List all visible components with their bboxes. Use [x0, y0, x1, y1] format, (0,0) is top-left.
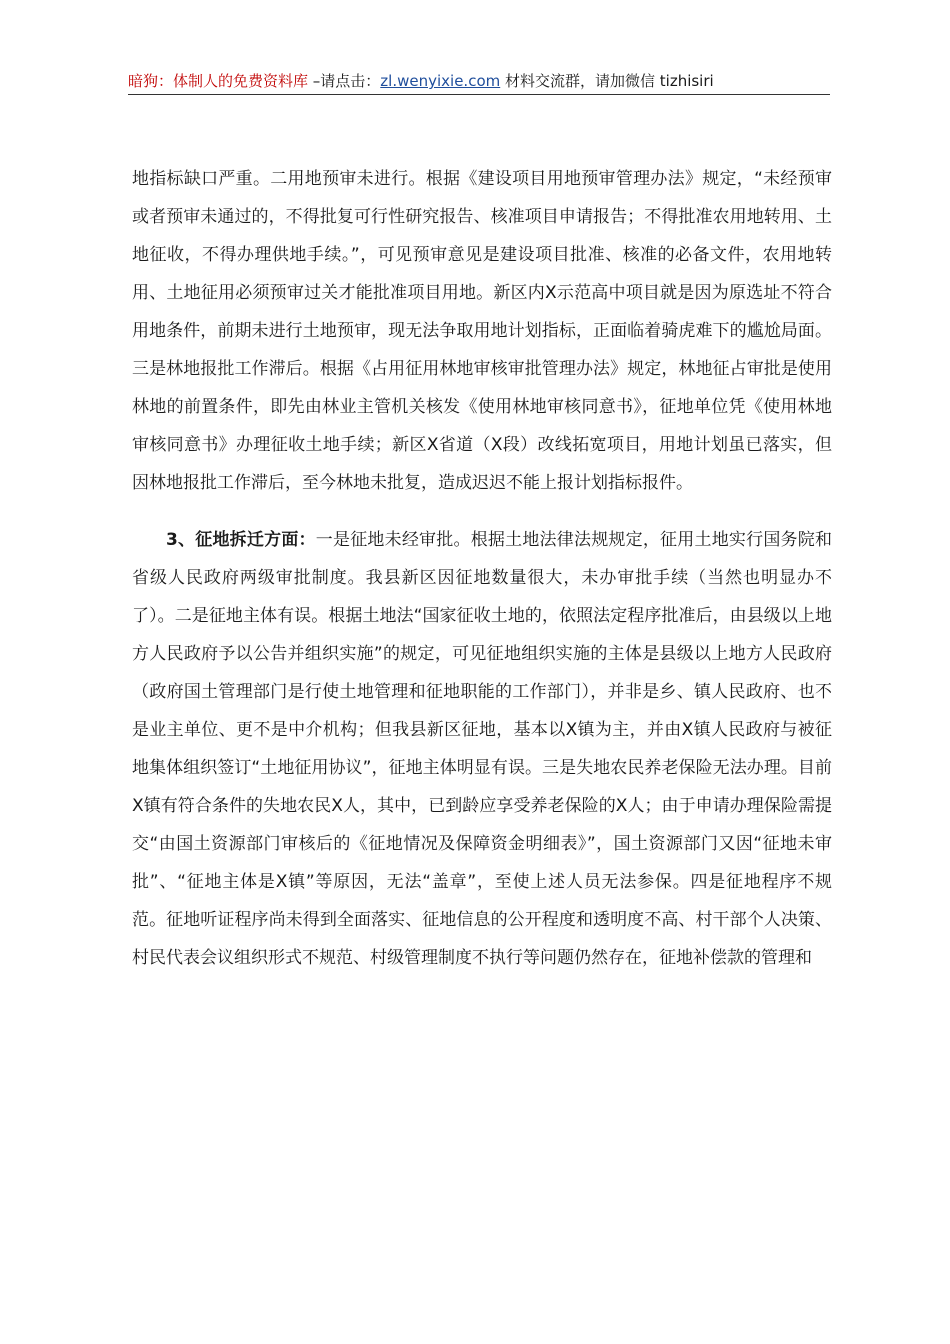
header-group-note: 材料交流群，请加微信 tizhisiri — [500, 72, 714, 90]
header-brand: 暗狗：体制人的免费资料库 — [128, 72, 309, 90]
paragraph-section-3 — [132, 521, 832, 977]
paragraph-continuation: 地指标缺口严重。二用地预审未进行。根据《建设项目用地预审管理办法》规定，“未经预审或者预审未通过的，不得批复可行性研究报告、核准项目申请报告；不得批准农用地转用、土地征收，不得办理供地手续。”，可见预审意见是建设项目批准、核准的必备文件，农用地转用、土地征用必须预审过关才能批准项目用地。新区内X示范高中项目就是因为原选址不符合用地条件，前期未进行土地预审，现无法争取用地计划指标，正面临着骑虎难下的尴尬局面。三是林地报批工作滞后。根据《占用征用林地审核审批管理办法》规定，林地征占审批是使用林地的前置条件，即先由林业主管机关核发《使用林地审核同意书》，征地单位凭《使用林地审核同意书》办理征收土地手续；新区X省道（X段）改线拓宽项目，用地计划虽已落实，但因林地报批工作滞后，至今林地未批复，造成迟迟不能上报计划指标报件。 — [132, 169, 832, 493]
document-body — [132, 160, 832, 977]
header-divider — [128, 94, 830, 95]
page-header — [128, 70, 830, 92]
header-url-link[interactable]: zl.wenyixie.com — [380, 72, 501, 90]
header-click-prompt: –请点击： — [308, 72, 381, 90]
section-3-heading: 3、征地拆迁方面： — [166, 530, 316, 550]
section-3-body: 一是征地未经审批。根据土地法律法规规定，征用土地实行国务院和省级人民政府两级审批制度。我县新区因征地数量很大，未办审批手续（当然也明显办不了）。二是征地主体有误。根据土地法“国家征收土地的，依照法定程序批准后，由县级以上地方人民政府予以公告并组织实施”的规定，可见征地组织实施的主体是县级以上地方人民政府（政府国土管理部门是行使土地管理和征地职能的工作部门），并非是乡、镇人民政府、也不是业主单位、更不是中介机构；但我县新区征地，基本以X镇为主，并由X镇人民政府与被征地集体组织签订“土地征用协议”，征地主体明显有误。三是失地农民养老保险无法办理。目前X镇有符合条件的失地农民X人，其中，已到龄应享受养老保险的X人；由于申请办理保险需提交“由国土资源部门审核后的《征地情况及保障资金明细表》”，国土资源部门又因“征地未审批”、“征地主体是X镇”等原因，无法“盖章”，至使上述人员无法参保。四是征地程序不规范。征地听证程序尚未得到全面落实、征地信息的公开程度和透明度不高、村干部个人决策、村民代表会议组织形式不规范、村级管理制度不执行等问题仍然存在，征地补偿款的管理和 — [132, 530, 832, 968]
